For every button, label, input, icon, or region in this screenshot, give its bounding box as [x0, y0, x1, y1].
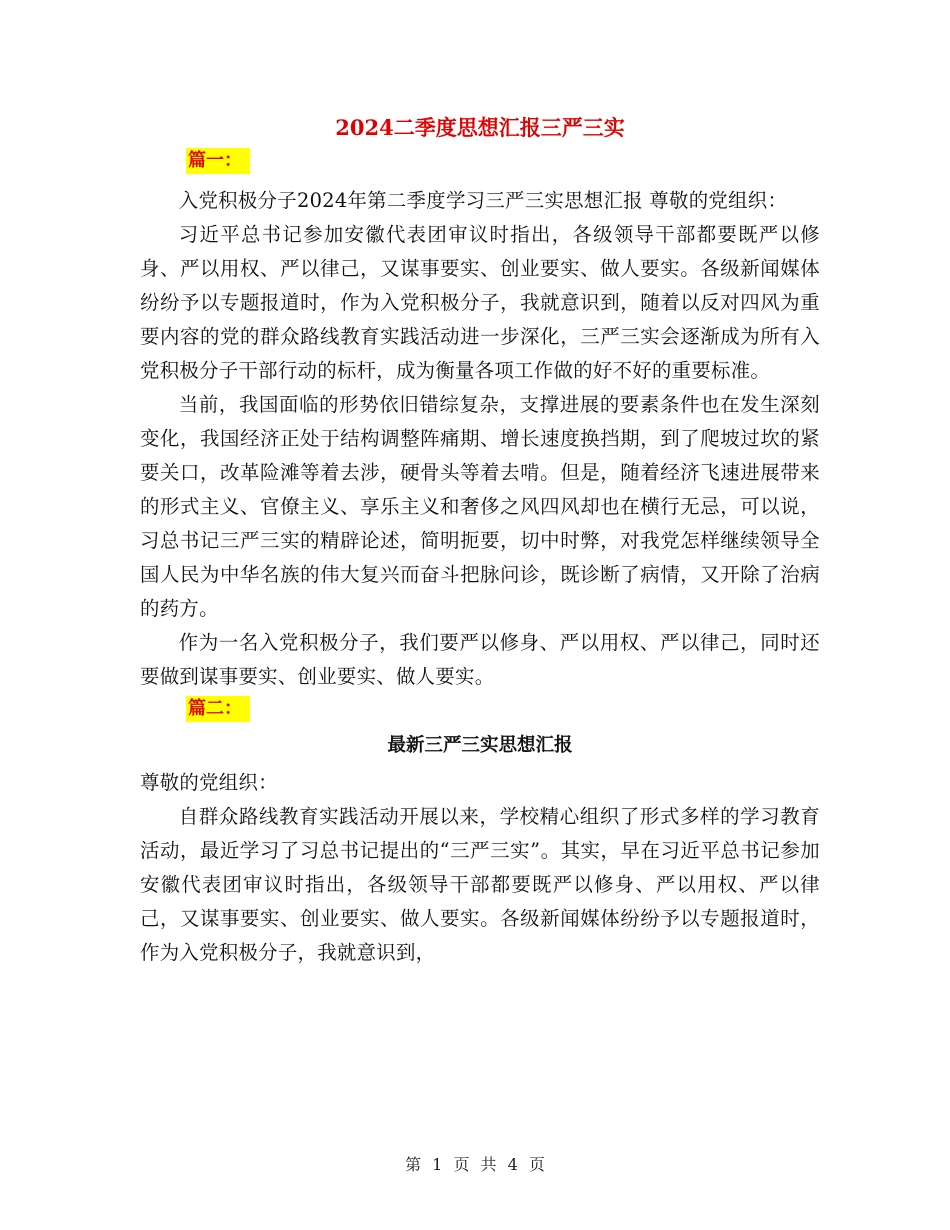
paragraph: 入党积极分子2024年第二季度学习三严三实思想汇报 尊敬的党组织： — [178, 189, 788, 212]
paragraph: 当前，我国面临的形势依旧错综复杂，支撑进展的要素条件也在发生深刻变化，我国经济正处于结构调整阵痛期、增长速度换挡期，到了爬坡过坎的紧要关口，改革险滩等着去涉，硬骨头等着去啃。但是，随着经济飞速进展带来的形式主义、官僚主义、享乐主义和奢侈之风四风却也在横行无忌，可以说，习总书记三严三实的精辟论述，简明扼要，切中时弊，对我党怎样继续领导全国人民为中华名族的伟大复兴而奋斗把脉问诊，既诊断了病情，又开除了治病的药方。 — [140, 393, 820, 620]
section1-label: 篇一： — [186, 148, 250, 174]
document-title: 2024二季度思想汇报三严三实 — [335, 115, 625, 140]
document-body — [140, 108, 820, 970]
paragraph: 自群众路线教育实践活动开展以来，学校精心组织了形式多样的学习教育活动，最近学习了习总书记提出的“三严三实”。其实，早在习近平总书记参加安徽代表团审议时指出，各级领导干部都要既严以修身、严以用权、严以律己，又谋事要实、创业要实、做人要实。各级新闻媒体纷纷予以专题报道时，作为入党积极分子，我就意识到， — [140, 805, 820, 964]
section2-title: 最新三严三实思想汇报 — [387, 735, 573, 756]
page-footer: 第 1 页 共 4 页 — [405, 1155, 545, 1174]
salutation: 尊敬的党组织： — [140, 771, 278, 794]
paragraph: 作为一名入党积极分子，我们要严以修身、严以用权、严以律己，同时还要做到谋事要实、创业要实、做人要实。 — [140, 631, 820, 688]
section2-label: 篇二： — [186, 696, 250, 722]
paragraph: 习近平总书记参加安徽代表团审议时指出，各级领导干部都要既严以修身、严以用权、严以律己，又谋事要实、创业要实、做人要实。各级新闻媒体纷纷予以专题报道时，作为入党积极分子，我就意识到，随着以反对四风为重要内容的党的群众路线教育实践活动进一步深化，三严三实会逐渐成为所有入党积极分子干部行动的标杆，成为衡量各项工作做的好不好的重要标准。 — [140, 223, 820, 382]
